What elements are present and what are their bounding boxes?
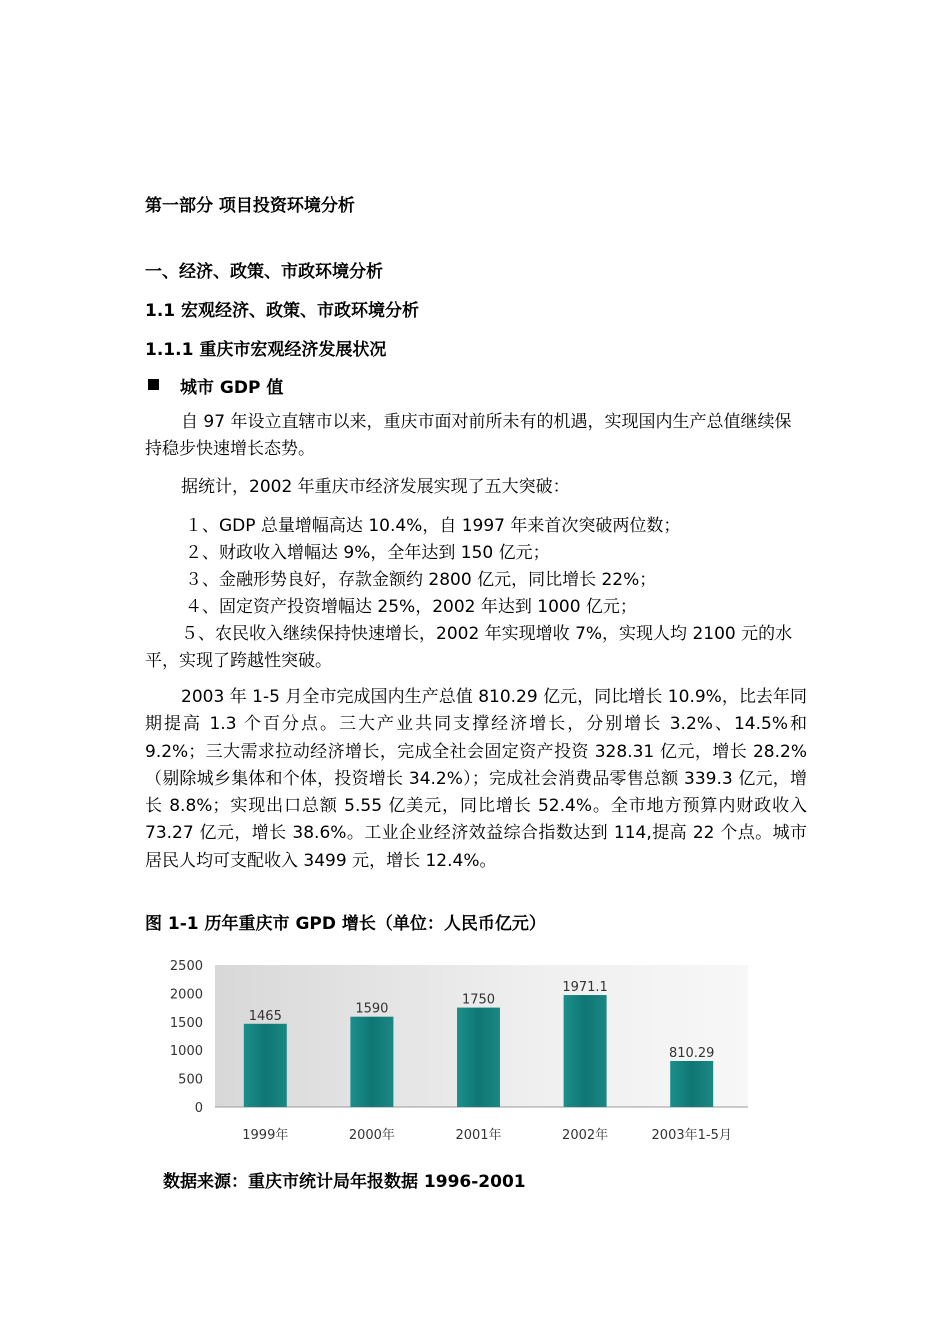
y-tick-label: 0: [194, 1101, 203, 1116]
bar: [457, 1008, 500, 1107]
x-tick-label: 1999年: [242, 1128, 289, 1143]
list-item: ４、固定资产投资增幅达 25%，2002 年达到 1000 亿元；: [185, 597, 637, 617]
subsection-title: 1.1 宏观经济、政策、市政环境分析: [145, 301, 420, 321]
bar: [244, 1024, 287, 1107]
list-item: ２、财政收入增幅达 9%，全年达到 150 亿元；: [185, 543, 550, 563]
y-tick-label: 2000: [169, 987, 203, 1003]
part-title: 第一部分 项目投资环境分析: [145, 196, 355, 216]
list-item: １、GDP 总量增幅高达 10.4%，自 1997 年来首次突破两位数；: [185, 516, 681, 536]
paragraph-2003-summary: 2003 年 1-5 月全市完成国内生产总值 810.29 亿元，同比增长 10.9%，比去年同期提高 1.3 个百分点。三大产业共同支撑经济增长，分别增长 3.2%、14.5%和 9.2%；三大需求拉动经济增长，完成全社会固定资产投资 328.31 亿元，增长 28.2%（剔除城乡集体和个体，投资增长 34.2%）；完成社会消费品零售总额 339.3 亿元，增长 8.8%；实现出口总额 5.55 亿美元，同比增长 52.4%。全市地方预算内财政收入 73.27 亿元，增长 38.6%。工业企业经济效益综合指数达到 114,提高 22 个点。城市居民人均可支配收入 3499 元，增长 12.4%。: [145, 687, 807, 871]
y-tick-label: 500: [178, 1072, 203, 1088]
square-bullet-icon: [148, 379, 159, 390]
x-tick-label: 2000年: [348, 1128, 395, 1143]
y-tick-label: 2500: [169, 959, 203, 974]
x-tick-label: 2002年: [562, 1128, 609, 1143]
x-tick-label: 2003年1-5月: [651, 1128, 732, 1143]
bar-value-label: 810.29: [668, 1045, 715, 1061]
bullet-heading: 城市 GDP 值: [180, 378, 284, 398]
bar: [564, 995, 607, 1107]
bar-value-label: 1971.1: [562, 980, 608, 996]
paragraph-statistics: 据统计，2002 年重庆市经济发展实现了五大突破：: [181, 477, 570, 497]
x-tick-label: 2001年: [455, 1128, 502, 1143]
bar-value-label: 1750: [461, 992, 496, 1008]
paragraph-intro: 自 97 年设立直辖市以来，重庆市面对前所未有的机遇，实现国内生产总值继续保持稳步快速增长态势。: [145, 412, 792, 460]
bar: [670, 1061, 713, 1107]
bar-value-label: 1590: [355, 1001, 389, 1017]
subsubsection-title: 1.1.1 重庆市宏观经济发展状况: [145, 340, 387, 360]
data-source-note: 数据来源：重庆市统计局年报数据 1996-2001: [163, 1172, 526, 1192]
y-tick-label: 1000: [169, 1044, 203, 1060]
bar-value-label: 1465: [248, 1008, 282, 1024]
list-item: ５、农民收入继续保持快速增长，2002 年实现增收 7%，实现人均 2100 元的水平，实现了跨越性突破。: [145, 624, 793, 671]
y-tick-label: 1500: [169, 1015, 203, 1031]
bar: [350, 1017, 393, 1107]
list-item: ３、金融形势良好，存款金额约 2800 亿元，同比增长 22%；: [185, 570, 657, 590]
figure-caption: 图 1-1 历年重庆市 GPD 增长（单位：人民币亿元）: [145, 914, 546, 934]
section-title: 一、经济、政策、市政环境分析: [145, 262, 383, 282]
gdp-bar-chart: [150, 955, 760, 1155]
